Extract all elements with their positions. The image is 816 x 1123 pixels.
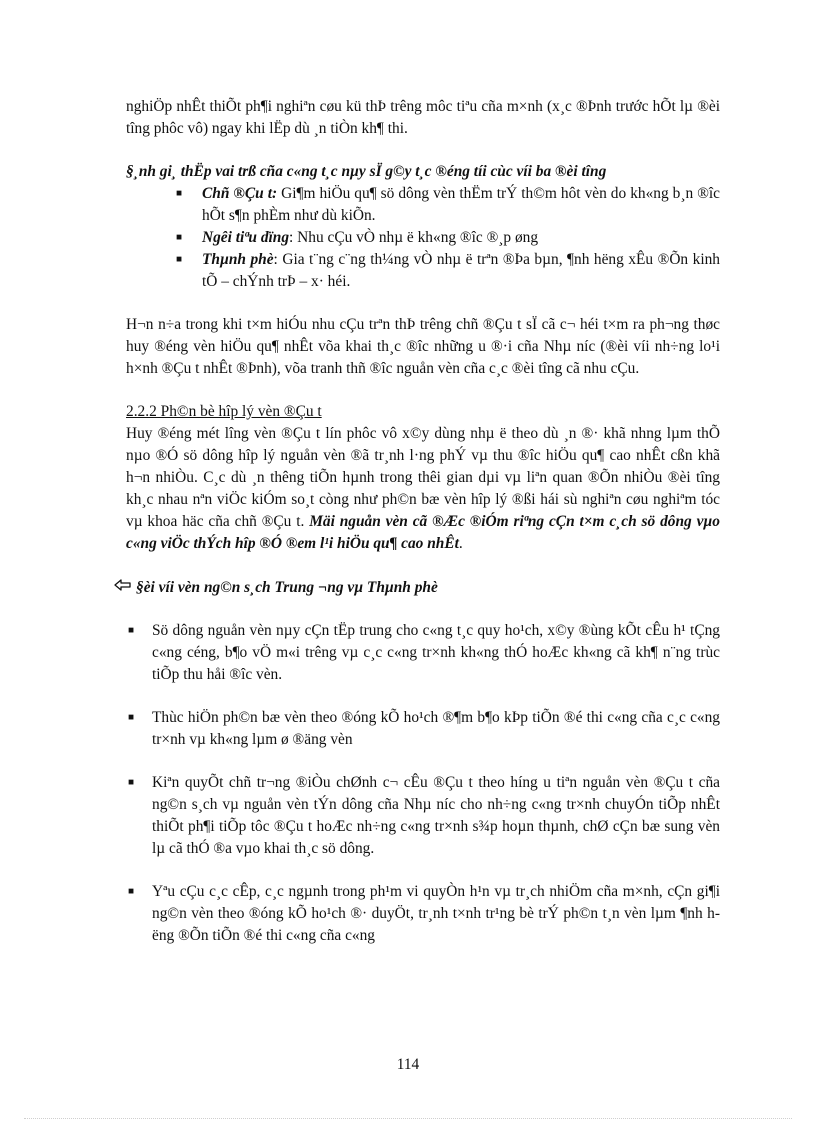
square-bullet-icon: ■	[128, 886, 135, 897]
spacer	[152, 860, 720, 881]
heading-impact: §¸nh gi¸ thËp vai trß cña c«ng t¸c nµy sÏ g©y t¸c ®éng tíi cùc víi ba ®èi tîng	[126, 163, 607, 180]
spacer	[152, 686, 720, 707]
paragraph: Huy ®éng mét lîng vèn ®Çu t lín phôc vô x©y dùng nhµ ë theo dù ¸n ®· khã nhng lµm thÕ nµo ®Ó sö dông hîp lý nguån vèn ®ã tr¸nh l·ng phÝ vµ thu ®îc hiÖu qu¶ cao nhÊt cßn khã h¬n nhiÒu. C¸c dù ¸n thêng tiÕn hµnh trong thêi gian dµi vµ liªn quan ®Õn nhiÒu ®èi tîng kh¸c nhau nªn viÖc kiÓm so¸t còng như ph©n bæ vèn hîp lý ®ßi hái sù nghiªn cøu nghiªm tóc vµ khoa häc cña chñ ®Çu t. Mäi nguån vèn cã ®Æc ®iÓm riªng cÇn t×m c¸ch sö dông vµo c«ng viÖc thÝch hîp ®Ó ®em l¹i hiÖu qu¶ cao nhÊt.	[126, 425, 720, 552]
square-bullet-icon: ■	[176, 188, 183, 199]
heading-budget: §èi víi vèn ng©n s¸ch Trung ¬ng vµ Thµnh phè	[126, 576, 720, 599]
section-title: 2.2.2 Ph©n bè hîp lý vèn ®Çu t	[126, 403, 322, 420]
square-bullet-icon: ■	[128, 625, 135, 636]
intro-paragraph: nghiÖp nhÊt thiÕt ph¶i nghiªn cøu kü thÞ trêng môc tiªu cña m×nh (x¸c ®Þnh trước hÕt lµ ®èi tîng phôc vô) ngay khi lËp dù ¸n tiÒn kh¶ thi.	[126, 98, 720, 137]
paragraph: H¬n n÷a trong khi t×m hiÓu nhu cÇu trªn thÞ trêng chñ ®Çu t sÏ cã c¬ héi t×m ra ph¬ng thøc huy ®éng vèn hiÖu qu¶ nhÊt võa khai th¸c ®îc những u ®·i cña Nhµ níc (®èi víi nh÷ng lo¹i h×nh ®Çu t nhÊt ®Þnh), võa tranh thñ ®îc nguån vèn cña c¸c ®èi tîng cã nhu cÇu.	[126, 316, 720, 377]
list-item: ■ Ngêi tiªu dïng: Nhu cÇu vÒ nhµ ë kh«ng ®îc ®¸p øng	[202, 227, 720, 249]
list-item: ■ Thµnh phè: Gia t¨ng c¨ng th¼ng vÒ nhµ ë trªn ®Þa bµn, ¶nh hëng xÊu ®Õn kinh tÕ – chÝnh trÞ – x· héi.	[176, 251, 720, 290]
page-number: 114	[396, 1056, 420, 1073]
list-item: ■ Kiªn quyÕt chñ tr¬ng ®iÒu chØnh c¬ cÊu ®Çu t theo híng u tiªn nguån vèn ®Çu t cña ng©n s¸ch vµ nguån vèn tÝn dông cña Nhµ níc cho nh÷ng c«ng tr×nh chuyÓn tiÕp nhÊt thiÕt ph¶i tiÕp tôc ®Çu t hoÆc nh÷ng c«ng tr×nh s¾p hoµn thµnh, chØ cÇn bæ sung vèn lµ cã thÓ ®a vµo khai th¸c sö dông.	[128, 774, 720, 857]
square-bullet-icon: ■	[176, 232, 183, 243]
list-item: ■ Sö dông nguån vèn nµy cÇn tËp trung cho c«ng t¸c quy ho¹ch, x©y ®ùng kÕt cÊu h¹ tÇng c«ng céng, b¶o vÖ m«i trêng vµ c¸c c«ng tr×nh kh«ng thÓ hoÆc kh«ng cã kh¶ n¨ng trùc tiÕp thu håi ®îc vèn.	[128, 622, 720, 683]
document-body	[126, 96, 720, 947]
square-bullet-icon: ■	[128, 712, 135, 723]
spacer	[152, 751, 720, 772]
budget-list	[128, 620, 720, 947]
square-bullet-icon: ■	[176, 254, 183, 265]
list-item: ■ Yªu cÇu c¸c cÊp, c¸c ngµnh trong ph¹m vi quyÒn h¹n vµ tr¸ch nhiÖm cña m×nh, cÇn gi¶i ng©n vèn theo ®óng kÕ ho¹ch ®· duyÖt, tr¸nh t×nh tr¹ng bè trÝ ph©n t¸n vèn lµm ¶nh hëng ®Õn tiÕn ®é thi c«ng cña c«ng	[128, 883, 720, 944]
list-item: ■ Chñ ®Çu t: Gi¶m hiÖu qu¶ sö dông vèn thËm trÝ th©m hôt vèn do kh«ng b¸n ®îc hÕt s¶n phÈm như dù kiÕn.	[176, 185, 721, 224]
impact-list	[176, 183, 721, 293]
list-item: ■ Thùc hiÖn ph©n bæ vèn theo ®óng kÕ ho¹ch ®¶m b¶o kÞp tiÕn ®é thi c«ng cña c¸c c«ng tr×nh vµ kh«ng lµm ø ®äng vèn	[128, 709, 720, 748]
square-bullet-icon: ■	[128, 777, 135, 788]
page-divider	[24, 1118, 792, 1119]
pointing-hand-icon	[114, 576, 136, 599]
